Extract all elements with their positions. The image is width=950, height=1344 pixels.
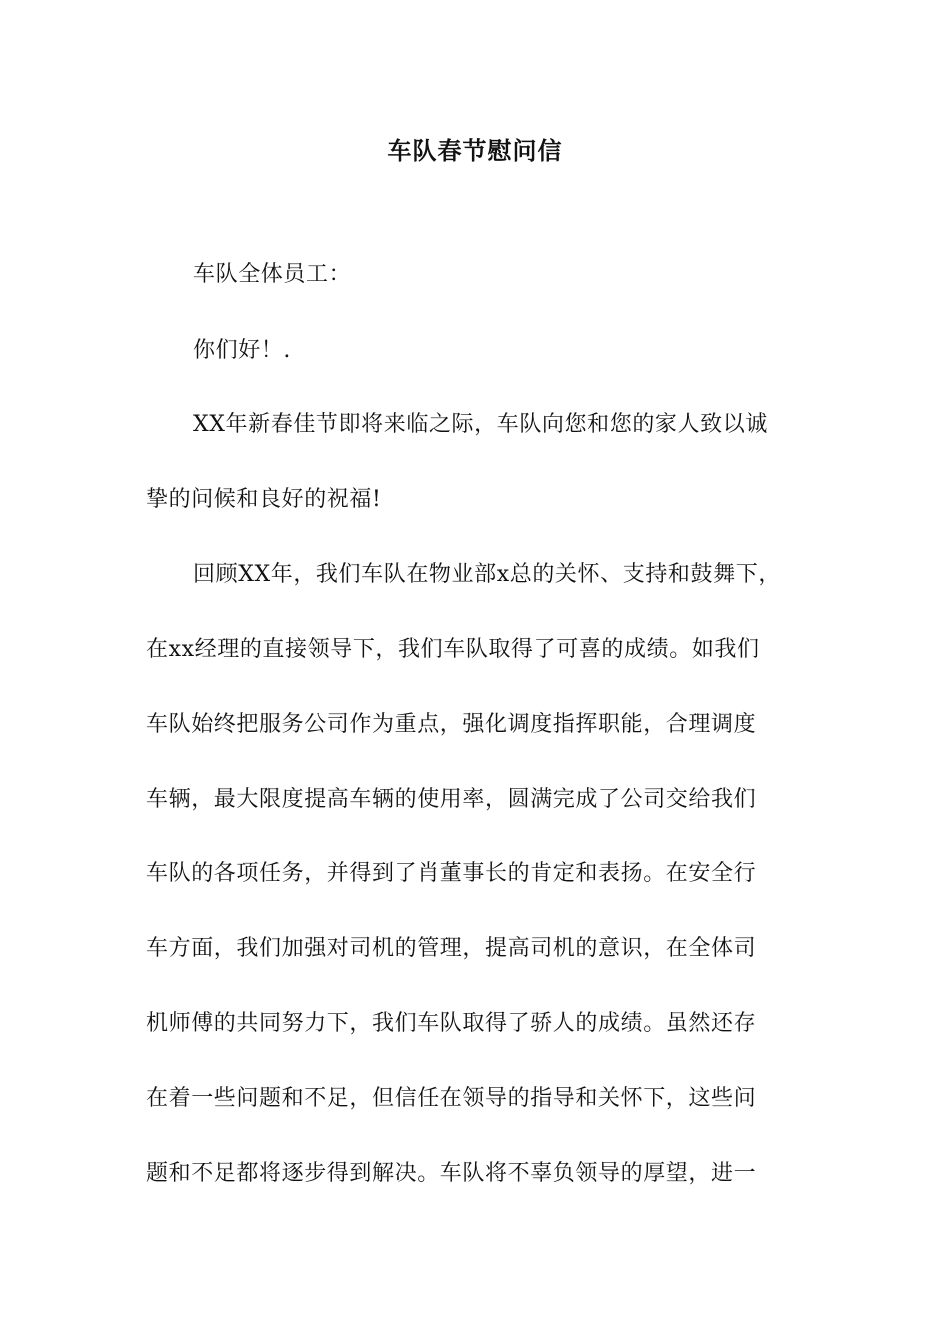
document-title: 车队春节慰问信 bbox=[387, 137, 563, 165]
body-line: 在着一些问题和不足，但信任在领导的指导和关怀下，这些问 bbox=[146, 1086, 757, 1111]
body-line: 车队始终把服务公司作为重点，强化调度指挥职能，合理调度 bbox=[146, 712, 757, 737]
body-line: 车队的各项任务，并得到了肖董事长的肯定和表扬。在安全行 bbox=[146, 861, 757, 886]
body-line: 在xx经理的直接领导下，我们车队取得了可喜的成绩。如我们 bbox=[146, 637, 760, 662]
body-line: 机师傅的共同努力下，我们车队取得了骄人的成绩。虽然还存 bbox=[146, 1011, 757, 1036]
body-line: XX年新春佳节即将来临之际，车队向您和您的家人致以诚 bbox=[193, 412, 768, 437]
body-line: 车辆，最大限度提高车辆的使用率，圆满完成了公司交给我们 bbox=[146, 787, 757, 812]
body-line: 回顾XX年，我们车队在物业部x总的关怀、支持和鼓舞下， bbox=[193, 562, 781, 587]
body-line: 车方面，我们加强对司机的管理，提高司机的意识，在全体司 bbox=[146, 936, 757, 961]
body-line: 题和不足都将逐步得到解决。车队将不辜负领导的厚望，进一 bbox=[146, 1161, 757, 1186]
salutation-line: 车队全体员工： bbox=[193, 262, 352, 287]
body-line: 挚的问候和良好的祝福! bbox=[146, 487, 382, 512]
greeting-line: 你们好！. bbox=[193, 338, 291, 363]
